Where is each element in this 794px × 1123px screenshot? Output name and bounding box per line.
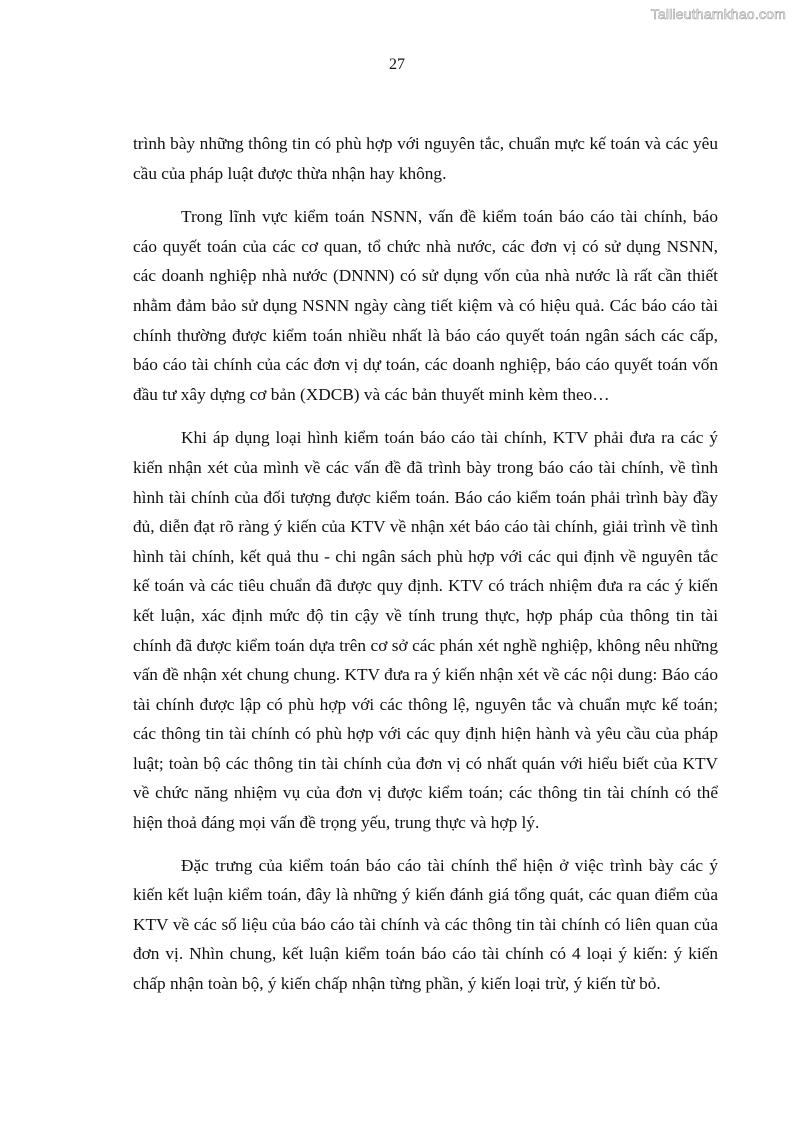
paragraph-audit-conclusions: Đặc trưng của kiểm toán báo cáo tài chính thể hiện ở việc trình bày các ý kiến kết luận kiểm toán, đây là những ý kiến đánh giá tổng quát, các quan điểm của KTV về các số liệu của báo cáo tài chính và các thông tin tài chính có liên quan của đơn vị. Nhìn chung, kết luận kiểm toán báo cáo tài chính có 4 loại ý kiến: ý kiến chấp nhận toàn bộ, ý kiến chấp nhận từng phần, ý kiến loại trừ, ý kiến từ bỏ. [133,855,718,994]
paragraph-nsnn-audit: Trong lĩnh vực kiểm toán NSNN, vấn đề kiểm toán báo cáo tài chính, báo cáo quyết toán của các cơ quan, tổ chức nhà nước, các đơn vị có sử dụng NSNN, các doanh nghiệp nhà nước (DNNN) có sử dụng vốn của nhà nước là rất cần thiết nhằm đảm bảo sử dụng NSNN ngày càng tiết kiệm và có hiệu quả. Các báo cáo tài chính thường được kiểm toán nhiều nhất là báo cáo quyết toán ngân sách các cấp, báo cáo tài chính của các đơn vị dự toán, các doanh nghiệp, báo cáo quyết toán vốn đầu tư xây dựng cơ bản (XDCB) và các bản thuyết minh kèm theo… [133,207,718,404]
paragraph-ktv-opinion: Khi áp dụng loại hình kiểm toán báo cáo tài chính, KTV phải đưa ra các ý kiến nhận xét của mình về các vấn đề đã trình bày trong báo cáo tài chính, về tình hình tài chính của đối tượng được kiểm toán. Báo cáo kiểm toán phải trình bày đầy đủ, diễn đạt rõ ràng ý kiến của KTV về nhận xét báo cáo tài chính, giải trình về tình hình tài chính, kết quả thu - chi ngân sách phù hợp với các qui định về nguyên tắc kế toán và các tiêu chuẩn đã được quy định. KTV có trách nhiệm đưa ra các ý kiến kết luận, xác định mức độ tin cậy về tính trung thực, hợp pháp của thông tin tài chính đã được kiểm toán dựa trên cơ sở các phán xét nghề nghiệp, không nêu những vấn đề nhận xét chung chung. KTV đưa ra ý kiến nhận xét về các nội dung: Báo cáo tài chính được lập có phù hợp với các thông lệ, nguyên tắc và chuẩn mực kế toán; các thông tin tài chính có phù hợp với các quy định hiện hành và yêu cầu của pháp luật; toàn bộ các thông tin tài chính của đơn vị có nhất quán với hiểu biết của KTV về chức năng nhiệm vụ của đơn vị được kiểm toán; các thông tin tài chính có thể hiện thoả đáng mọi vấn đề trọng yếu, trung thực và hợp lý. [133,428,718,833]
paragraph-continuation: trình bày những thông tin có phù hợp với nguyên tắc, chuẩn mực kế toán và các yêu cầu của pháp luật được thừa nhận hay không. [133,134,718,183]
watermark-text: Tailieuthamkhao.com [650,6,786,22]
document-body [133,129,718,999]
page-number: 27 [389,56,405,73]
